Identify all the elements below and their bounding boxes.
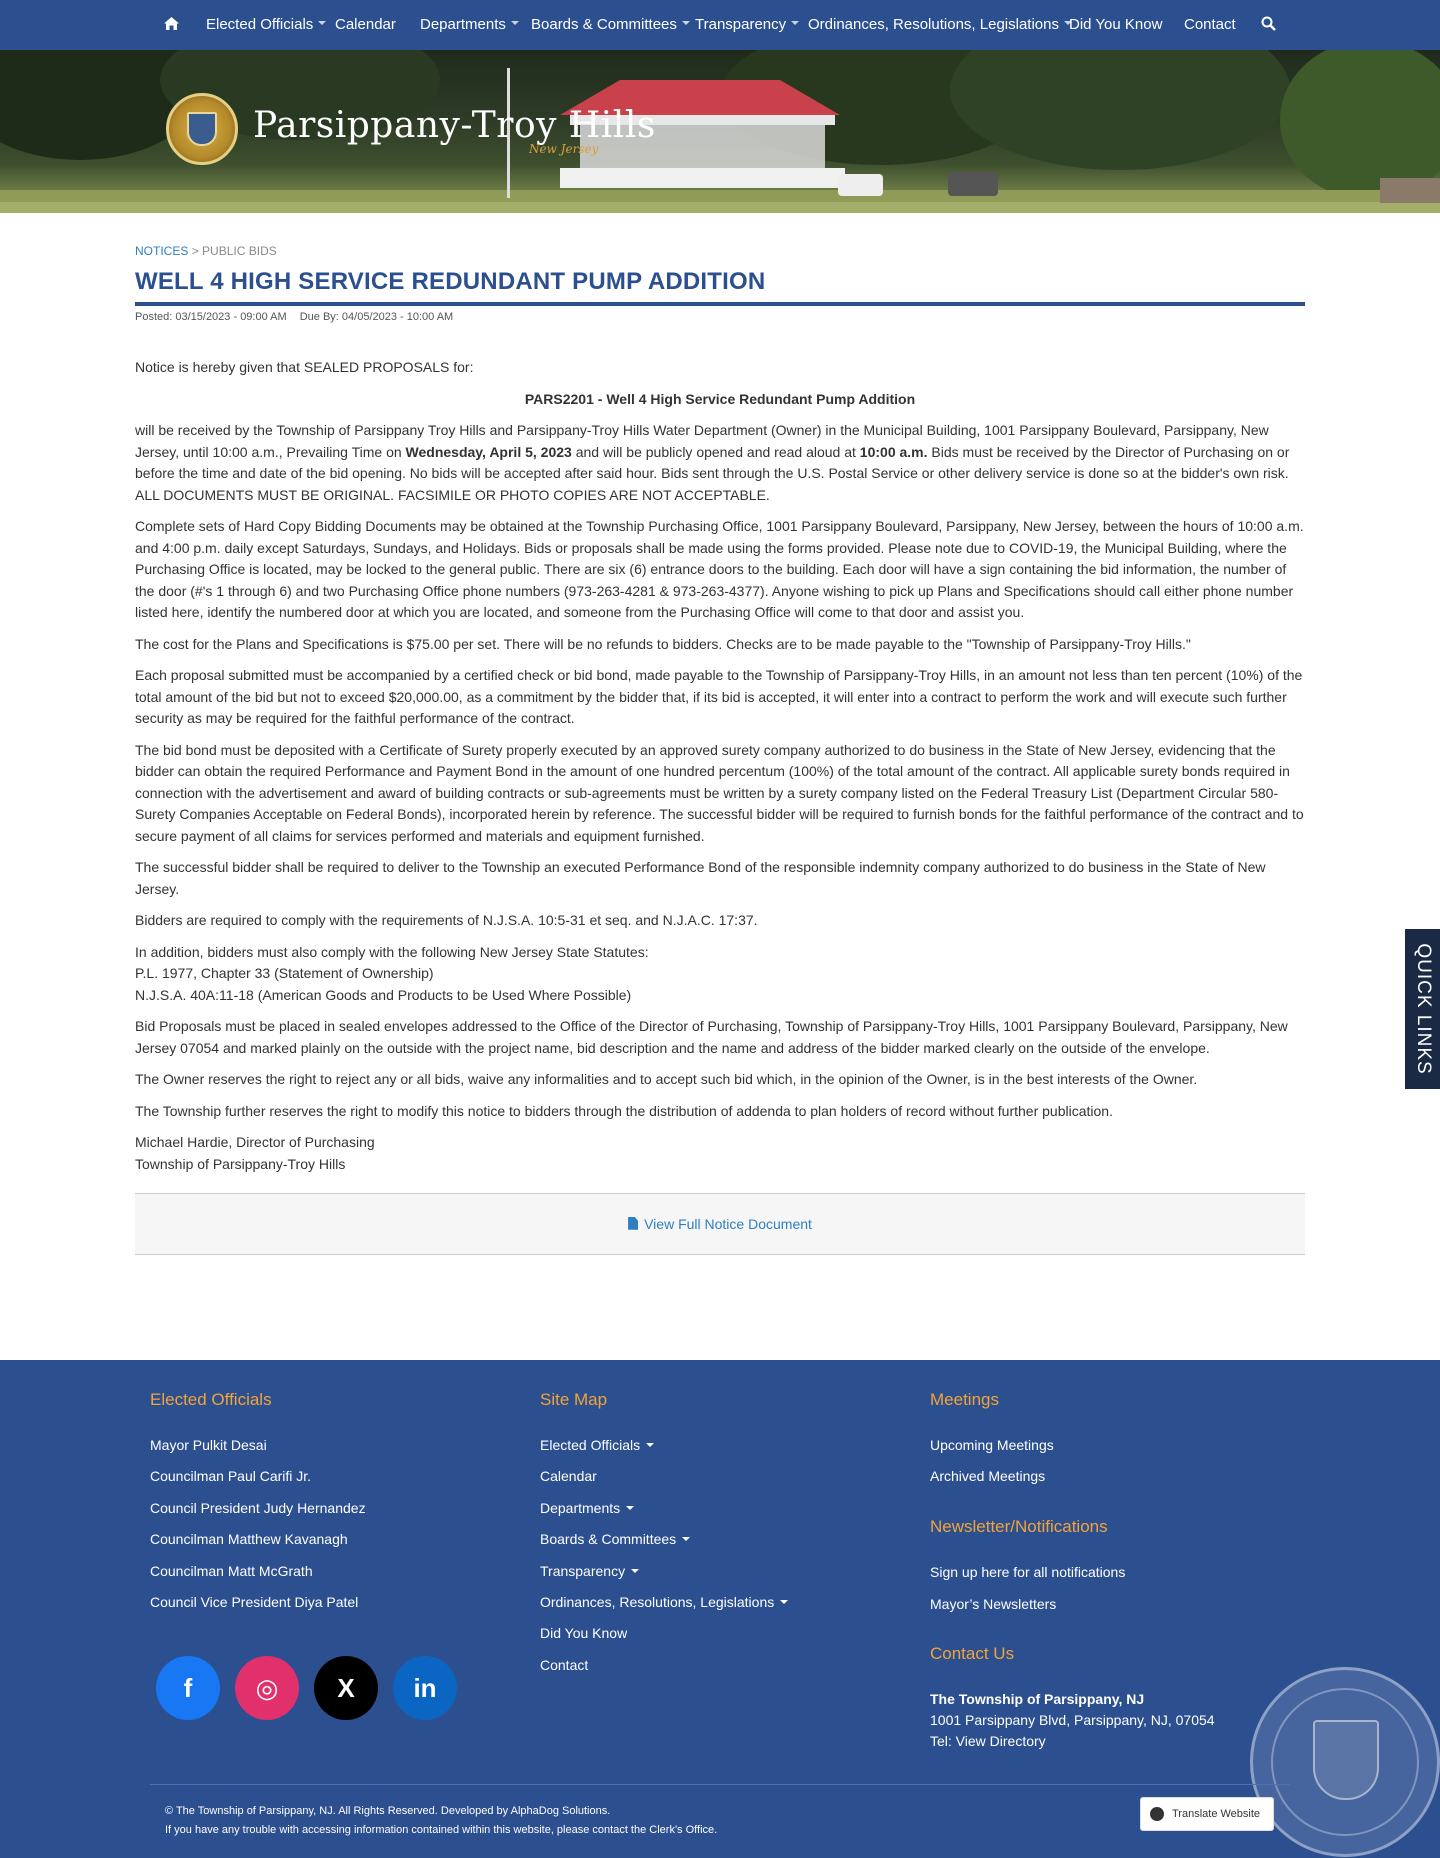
- footer-sitemap-link[interactable]: Elected Officials: [540, 1437, 654, 1453]
- x-twitter-icon[interactable]: X: [314, 1656, 378, 1720]
- footer-sitemap-heading: Site Map: [540, 1390, 608, 1409]
- contact-tel[interactable]: Tel: View Directory: [930, 1733, 1046, 1749]
- township-seal-logo[interactable]: [166, 93, 238, 165]
- paragraph: The Township further reserves the right to modify this notice to bidders through the distribution of addenda to plan holders of record without further publication.: [135, 1102, 1113, 1119]
- nav-departments[interactable]: Departments: [420, 0, 519, 50]
- signature: Michael Hardie, Director of Purchasing Township of Parsippany-Troy Hills: [135, 1134, 375, 1172]
- breadcrumb-notices-link[interactable]: NOTICES: [135, 244, 189, 258]
- nav-calendar[interactable]: Calendar: [335, 16, 396, 33]
- paragraph: The cost for the Plans and Specifications is $75.00 per set. There will be no refunds to bidders. Checks are to be made payable to the "Township of Parsippany-Troy Hills.": [135, 635, 1191, 652]
- upcoming-meetings-link[interactable]: Upcoming Meetings: [930, 1437, 1054, 1453]
- view-full-notice-link[interactable]: View Full Notice Document: [644, 1216, 812, 1232]
- translate-website-button[interactable]: Translate Website: [1140, 1797, 1274, 1831]
- footer-sitemap-link[interactable]: Transparency: [540, 1563, 639, 1579]
- instagram-icon[interactable]: ◎: [235, 1656, 299, 1720]
- paragraph: The successful bidder shall be required to deliver to the Township an executed Performance Bond of the responsible indemnity company authorized to do business in the State of New Jersey.: [135, 859, 1266, 897]
- footer-elected-link[interactable]: Council President Judy Hernandez: [150, 1500, 366, 1516]
- facebook-icon[interactable]: f: [156, 1656, 220, 1720]
- footer: [0, 1360, 1440, 1858]
- breadcrumb-current: PUBLIC BIDS: [202, 244, 277, 258]
- nav-elected-officials[interactable]: Elected Officials: [206, 0, 326, 50]
- footer-sitemap-link[interactable]: Contact: [540, 1657, 589, 1673]
- due-date: Due By: 04/05/2023 - 10:00 AM: [299, 311, 454, 323]
- nav-ordinances[interactable]: Ordinances, Resolutions, Legislations: [808, 0, 1072, 50]
- paragraph: In addition, bidders must also comply with the following New Jersey State Statutes: P.L. 1977, Chapter 33 (Statement of Ownership) N.J.S.A. 40A:11-18 (American Goods and Products to be Used Where Possible): [135, 943, 649, 1003]
- page-title: WELL 4 HIGH SERVICE REDUNDANT PUMP ADDITION: [135, 268, 766, 295]
- header-banner: [0, 50, 1440, 213]
- notifications-signup-link[interactable]: Sign up here for all notifications: [930, 1564, 1126, 1580]
- footer-sitemap-link[interactable]: Boards & Committees: [540, 1531, 690, 1547]
- contact-org: The Township of Parsippany, NJ: [930, 1691, 1145, 1707]
- footer-sitemap-link[interactable]: Calendar: [540, 1468, 597, 1484]
- mayors-newsletters-link[interactable]: Mayor’s Newsletters: [930, 1596, 1057, 1612]
- quick-links-tab[interactable]: QUICK LINKS: [1405, 929, 1440, 1089]
- nav-did-you-know[interactable]: Did You Know: [1069, 16, 1163, 33]
- footer-meetings-heading: Meetings: [930, 1390, 999, 1409]
- archived-meetings-link[interactable]: Archived Meetings: [930, 1468, 1046, 1484]
- footer-elected-link[interactable]: Councilman Matthew Kavanagh: [150, 1531, 348, 1547]
- project-name: PARS2201 - Well 4 High Service Redundant Pump Addition: [524, 390, 916, 407]
- paragraph: Complete sets of Hard Copy Bidding Documents may be obtained at the Township Purchasing Office, 1001 Parsippany Boulevard, Parsippany, New Jersey, between the hours of 10:00 a.m. and 4:00 p.m. daily except Saturdays, Sundays, and Holidays. Bids or proposals shall be made using the forms provided. Please note due to COVID-19, the Municipal Building, where the Purchasing Office is located, may be locked to the general public. There are six (6) entrance doors to the building. Each door will have a sign containing the bid information, the number of the door (#'s 1 through 6) and two Purchasing Office phone numbers (973-263-4281 & 973-263-4377). Anyone wishing to pick up Plans and Specifications should call either phone number listed here, identify the numbered door at which you are located, and someone from the Purchasing Office will come to that door and assist you.: [135, 518, 1304, 620]
- footer-sitemap-link[interactable]: Departments: [540, 1500, 634, 1516]
- nav-boards-committees[interactable]: Boards & Committees: [531, 0, 690, 50]
- nav-transparency[interactable]: Transparency: [695, 0, 799, 50]
- footer-elected-link[interactable]: Councilman Matt McGrath: [150, 1563, 313, 1579]
- footer-newsletter-heading: Newsletter/Notifications: [930, 1517, 1108, 1536]
- search-icon[interactable]: [1261, 0, 1276, 50]
- footer-elected-heading: Elected Officials: [150, 1390, 272, 1409]
- view-document-bar: [135, 1193, 1305, 1255]
- linkedin-icon[interactable]: in: [393, 1656, 457, 1720]
- paragraph: The Owner reserves the right to reject any or all bids, waive any informalities and to accept such bid which, in the opinion of the Owner, is in the best interests of the Owner.: [135, 1071, 1198, 1087]
- notice-body: [135, 357, 1305, 1185]
- paragraph: The bid bond must be deposited with a Certificate of Surety properly executed by an approved surety company authorized to do business in the State of New Jersey, evidencing that the bidder can obtain the required Performance and Payment Bond in the amount of one hundred percentum (100%) of the total amount of the contract. All applicable surety bonds required in connection with the advertisement and award of building contracts or sub-agreements must be written by a surety company listed on the Federal Treasury List (Department Circular 580-Surety Companies Acceptable on Federal Bonds), incorporated herein by reference. The successful bidder will be required to furnish bonds for the faithful performance of the contract and to secure payment of all claims for services performed and materials and equipment furnished.: [135, 741, 1304, 844]
- township-seal-watermark: [1250, 1667, 1440, 1857]
- paragraph: Each proposal submitted must be accompanied by a certified check or bid bond, made payable to the Township of Parsippany-Troy Hills, in an amount not less than ten percent (10%) of the total amount of the bid but not to exceed $20,000.00, as a commitment by the bidder that, if its bid is accepted, it will enter into a contract to perform the work and will execute such further security as may be required for the faithful performance of the contract.: [135, 667, 1303, 726]
- top-navigation: [0, 0, 1440, 50]
- footer-sitemap-link[interactable]: Did You Know: [540, 1625, 628, 1641]
- home-icon[interactable]: [164, 0, 179, 50]
- footer-sitemap-link[interactable]: Ordinances, Resolutions, Legislations: [540, 1594, 788, 1610]
- nav-contact[interactable]: Contact: [1184, 16, 1236, 33]
- intro-paragraph: Notice is hereby given that SEALED PROPOSALS for:: [135, 359, 474, 375]
- title-divider: [135, 302, 1305, 306]
- globe-icon: [1150, 1807, 1164, 1821]
- contact-address: 1001 Parsippany Blvd, Parsippany, NJ, 07054: [930, 1712, 1215, 1728]
- footer-elected-link[interactable]: Councilman Paul Carifi Jr.: [150, 1468, 312, 1484]
- posted-date: Posted: 03/15/2023 - 09:00 AM: [135, 311, 287, 323]
- paragraph: Bidders are required to comply with the requirements of N.J.S.A. 10:5-31 et seq. and N.J.A.C. 17:37.: [135, 912, 758, 928]
- footer-contact-heading: Contact Us: [930, 1644, 1015, 1663]
- site-subtitle: New Jersey: [529, 142, 599, 156]
- notice-meta: [135, 311, 463, 323]
- paragraph: will be received by the Township of Parsippany Troy Hills and Parsippany-Troy Hills Water Department (Owner) in the Municipal Building, 1001 Parsippany Boulevard, Parsippany, New Jersey, until 10:00 a.m., Prevailing Time on Wednesday, April 5, 2023 and will be publicly opened and read aloud at 10:00 a.m. Bids must be received by the Director of Purchasing on or before the time and date of the bid opening. No bids will be accepted after said hour. Bids sent through the U.S. Postal Service or other delivery service is done so at the bidder's own risk. ALL DOCUMENTS MUST BE ORIGINAL. FACSIMILE OR PHOTO COPIES ARE NOT ACCEPTABLE.: [135, 422, 1290, 503]
- breadcrumb: [135, 244, 277, 258]
- breadcrumb-separator: >: [191, 244, 199, 258]
- footer-divider: [150, 1784, 1290, 1785]
- footer-elected-link[interactable]: Mayor Pulkit Desai: [150, 1437, 267, 1453]
- copyright: © The Township of Parsippany, NJ. All Rights Reserved. Developed by AlphaDog Solutions. If you have any trouble with accessing information contained within this website, please contact the Clerk's Office.: [165, 1805, 718, 1836]
- file-icon: [628, 1217, 638, 1230]
- paragraph: Bid Proposals must be placed in sealed envelopes addressed to the Office of the Director of Purchasing, Township of Parsippany-Troy Hills, 1001 Parsippany Boulevard, Parsippany, New Jersey 07054 and marked plainly on the outside with the project name, bid description and the name and address of the bidder marked clearly on the outside of the envelope.: [135, 1018, 1288, 1056]
- footer-elected-link[interactable]: Council Vice President Diya Patel: [150, 1594, 359, 1610]
- site-title[interactable]: Parsippany-Troy Hills: [253, 105, 656, 146]
